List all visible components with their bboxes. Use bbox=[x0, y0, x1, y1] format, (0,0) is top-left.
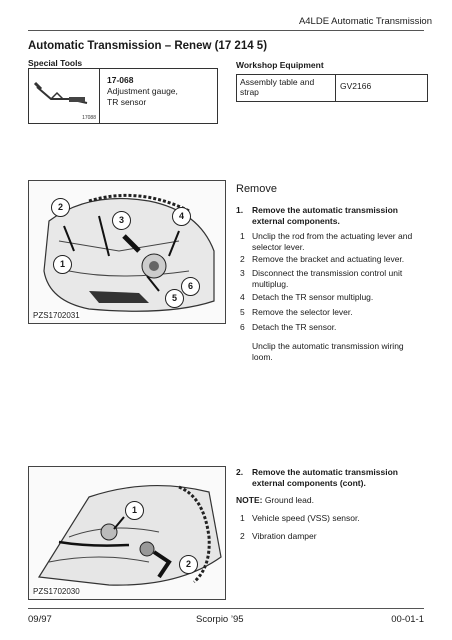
figure-transmission-external-components bbox=[28, 180, 226, 324]
gauge-tool-image bbox=[29, 69, 100, 123]
remove-item-1-number: 1 bbox=[240, 231, 245, 241]
step2-title-line2: external components (cont). bbox=[252, 478, 366, 488]
footer-model: Scorpio ’95 bbox=[196, 614, 244, 625]
remove-item-2: Remove the bracket and actuating lever. bbox=[252, 254, 405, 264]
step1-title-line1: Remove the automatic transmission bbox=[252, 205, 398, 215]
document-title: Automatic Transmission – Renew (17 214 5) bbox=[28, 40, 268, 52]
step1-title bbox=[252, 205, 398, 227]
callout-2: 2 bbox=[51, 198, 70, 217]
step2-number: 2. bbox=[236, 467, 244, 477]
tool-desc-line1: Adjustment gauge, bbox=[107, 86, 178, 96]
remove-item-4: Detach the TR sensor multiplug. bbox=[252, 292, 374, 302]
workshop-equipment-heading: Workshop Equipment bbox=[236, 60, 324, 70]
remove-note bbox=[252, 341, 404, 362]
remove-item-3-line1: Disconnect the transmission control unit bbox=[252, 268, 403, 278]
special-tools-box bbox=[28, 68, 218, 124]
callout-5: 5 bbox=[165, 289, 184, 308]
remove-item-3-line2: multiplug. bbox=[252, 278, 289, 289]
remove-item-1-line1: Unclip the rod from the actuating lever and bbox=[252, 231, 413, 241]
figure1-code: PZS1702031 bbox=[33, 311, 80, 320]
step2-item-2-number: 2 bbox=[240, 531, 245, 541]
footer-rule bbox=[28, 608, 424, 609]
remove-item-6-number: 6 bbox=[240, 322, 245, 332]
tool-description bbox=[107, 75, 178, 108]
remove-item-6: Detach the TR sensor. bbox=[252, 322, 337, 332]
callout-1: 1 bbox=[53, 255, 72, 274]
footer-page-number: 00-01-1 bbox=[391, 614, 424, 625]
step2-title bbox=[252, 467, 398, 489]
remove-item-3-number: 3 bbox=[240, 268, 245, 278]
note-text: Ground lead. bbox=[262, 495, 314, 505]
footer-date: 09/97 bbox=[28, 614, 52, 625]
equipment-item bbox=[237, 75, 336, 101]
callout-vss-1: 1 bbox=[125, 501, 144, 520]
step1-number: 1. bbox=[236, 205, 244, 215]
equipment-item-line1: Assembly table and bbox=[240, 77, 315, 87]
remove-heading: Remove bbox=[236, 183, 277, 195]
remove-note-line2: loom. bbox=[252, 351, 273, 362]
remove-note-line1: Unclip the automatic transmission wiring bbox=[252, 341, 404, 351]
remove-item-5-number: 5 bbox=[240, 307, 245, 317]
step2-item-1-number: 1 bbox=[240, 513, 245, 523]
callout-3: 3 bbox=[112, 211, 131, 230]
callout-damper-2: 2 bbox=[179, 555, 198, 574]
equipment-item-line2: strap bbox=[240, 87, 259, 97]
remove-item-4-number: 4 bbox=[240, 292, 245, 302]
transmission-illustration-2 bbox=[29, 467, 225, 599]
tool-desc-line2: TR sensor bbox=[107, 97, 147, 107]
remove-item-5: Remove the selector lever. bbox=[252, 307, 353, 317]
figure2-code: PZS1702030 bbox=[33, 587, 80, 596]
figure-transmission-vss-sensor bbox=[28, 466, 226, 600]
remove-item-2-number: 2 bbox=[240, 254, 245, 264]
step2-title-line1: Remove the automatic transmission bbox=[252, 467, 398, 477]
special-tools-heading: Special Tools bbox=[28, 58, 83, 68]
tool-image-code: 17088 bbox=[82, 115, 96, 121]
callout-6: 6 bbox=[181, 277, 200, 296]
remove-item-1-line2: selector lever. bbox=[252, 241, 305, 252]
header-rule bbox=[28, 30, 424, 31]
step2-note bbox=[236, 495, 314, 506]
workshop-equipment-table bbox=[236, 74, 428, 102]
remove-item-3 bbox=[252, 268, 402, 289]
running-header: A4LDE Automatic Transmission bbox=[298, 16, 432, 27]
equipment-code: GV2166 bbox=[340, 81, 372, 91]
callout-4: 4 bbox=[172, 207, 191, 226]
step2-item-2: Vibration damper bbox=[252, 531, 317, 541]
step1-title-line2: external components. bbox=[252, 216, 340, 226]
remove-item-1 bbox=[252, 231, 412, 252]
step2-item-1: Vehicle speed (VSS) sensor. bbox=[252, 513, 360, 523]
tool-code: 17-068 bbox=[107, 75, 134, 85]
note-label: NOTE: bbox=[236, 495, 263, 505]
